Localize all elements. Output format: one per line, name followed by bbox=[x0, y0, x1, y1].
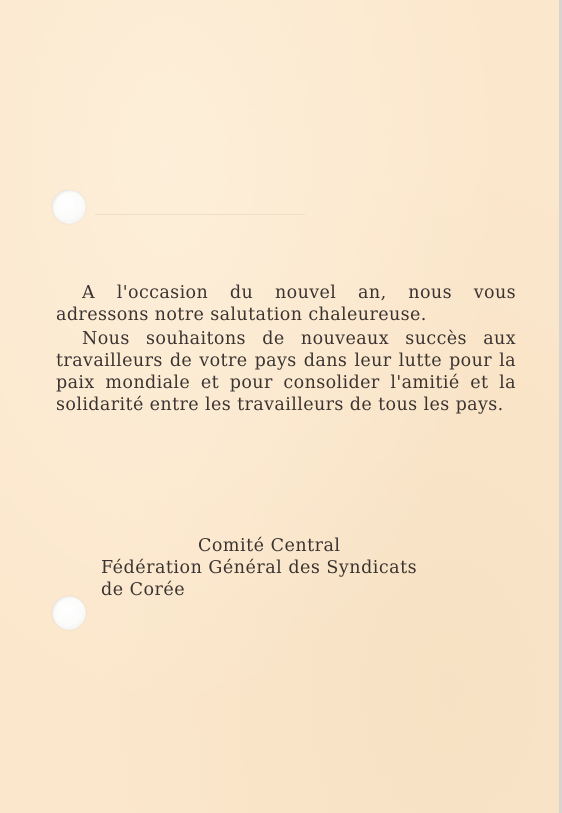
signature-block bbox=[101, 535, 481, 601]
signature-committee: Comité Central bbox=[198, 536, 341, 556]
punch-hole-top bbox=[52, 190, 86, 224]
signature-country: de Corée bbox=[101, 580, 186, 600]
message-body bbox=[56, 282, 516, 416]
message-paragraph-1: A l'occasion du nouvel an, nous vous adressons notre salutation chaleureuse. bbox=[56, 283, 516, 325]
paper-crease bbox=[95, 214, 305, 215]
signature-federation: Fédération Général des Syndicats bbox=[101, 558, 418, 578]
message-paragraph-2: Nous souhaitons de nouveaux succès aux travailleurs de votre pays dans leur lutte pour la paix mondiale et pour consolider l'amitié et la solidarité entre les travailleurs de tous les pays. bbox=[56, 329, 516, 415]
punch-hole-bottom bbox=[52, 596, 86, 630]
